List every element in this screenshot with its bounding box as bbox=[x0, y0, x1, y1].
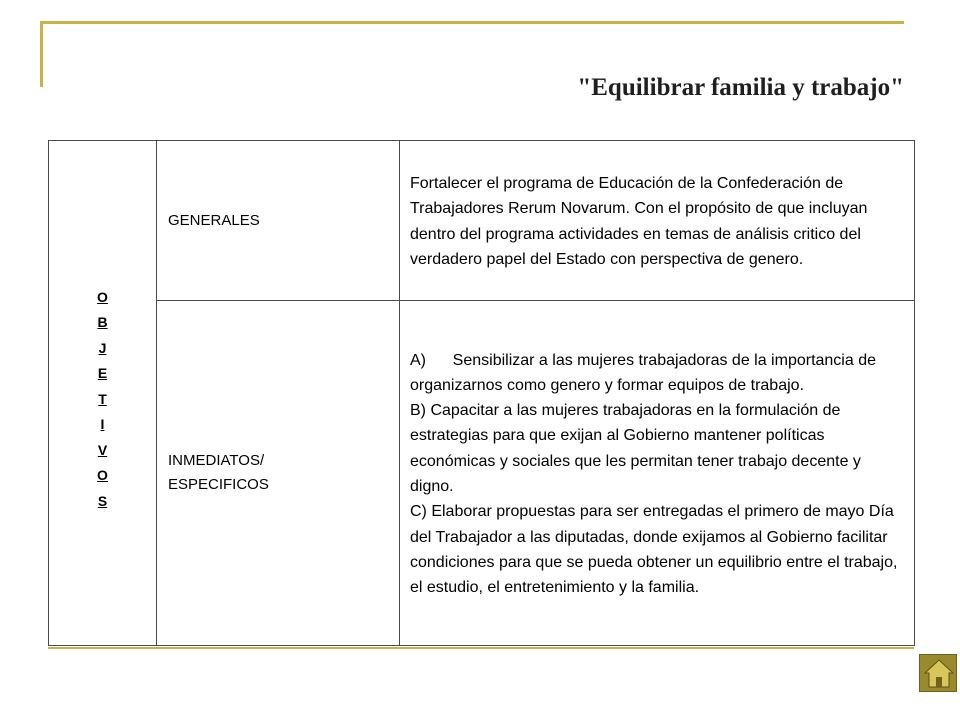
vertical-letter: E bbox=[97, 365, 108, 382]
generales-text: Fortalecer el programa de Educación de la Confederación de Trabajadores Rerum Novarum. Con el propósito de que incluyan dentro del programa actividades en temas de análisis critico del verdadero papel del Estado con perspectiva de genero. bbox=[400, 141, 915, 301]
decorative-bottom-rule bbox=[48, 647, 914, 649]
inmediatos-text bbox=[400, 301, 915, 646]
objective-item-a: A) Sensibilizar a las mujeres trabajadoras de la importancia de organizarnos como genero y formar equipos de trabajo. bbox=[410, 351, 881, 394]
category-generales: GENERALES bbox=[157, 141, 400, 301]
category-inmediatos-label: INMEDIATOS/ ESPECIFICOS bbox=[168, 452, 269, 493]
decorative-top-rule bbox=[40, 21, 904, 24]
vertical-letter: O bbox=[97, 467, 108, 484]
objectives-table bbox=[48, 140, 915, 646]
vertical-letter: I bbox=[100, 416, 105, 433]
vertical-letter: T bbox=[98, 390, 107, 407]
vertical-letter: V bbox=[97, 441, 108, 458]
table-row bbox=[49, 141, 915, 301]
category-inmediatos bbox=[157, 301, 400, 646]
vertical-letter: J bbox=[98, 339, 107, 356]
vertical-letter: O bbox=[97, 288, 108, 305]
objetivos-vertical-label bbox=[49, 141, 157, 646]
objective-item-b: B) Capacitar a las mujeres trabajadoras en la formulación de estrategias para que exijan al Gobierno mantener políticas económicas y sociales que les permitan tener trabajo decente y digno. bbox=[410, 402, 861, 495]
vertical-letter: B bbox=[97, 314, 108, 331]
slide-title: "Equilibrar familia y trabajo" bbox=[577, 74, 904, 101]
home-button[interactable] bbox=[919, 654, 957, 692]
objective-item-c: C) Elaborar propuestas para ser entregadas el primero de mayo Día del Trabajador a las diputadas, donde exijamos al Gobierno facilitar condiciones para que se pueda obtener un equilibrio entre el trabajo, el estudio, el entretenimiento y la familia. bbox=[410, 503, 898, 597]
table-row bbox=[49, 301, 915, 646]
decorative-left-rule bbox=[40, 21, 43, 87]
home-icon bbox=[920, 655, 958, 693]
vertical-letter: S bbox=[97, 492, 108, 509]
